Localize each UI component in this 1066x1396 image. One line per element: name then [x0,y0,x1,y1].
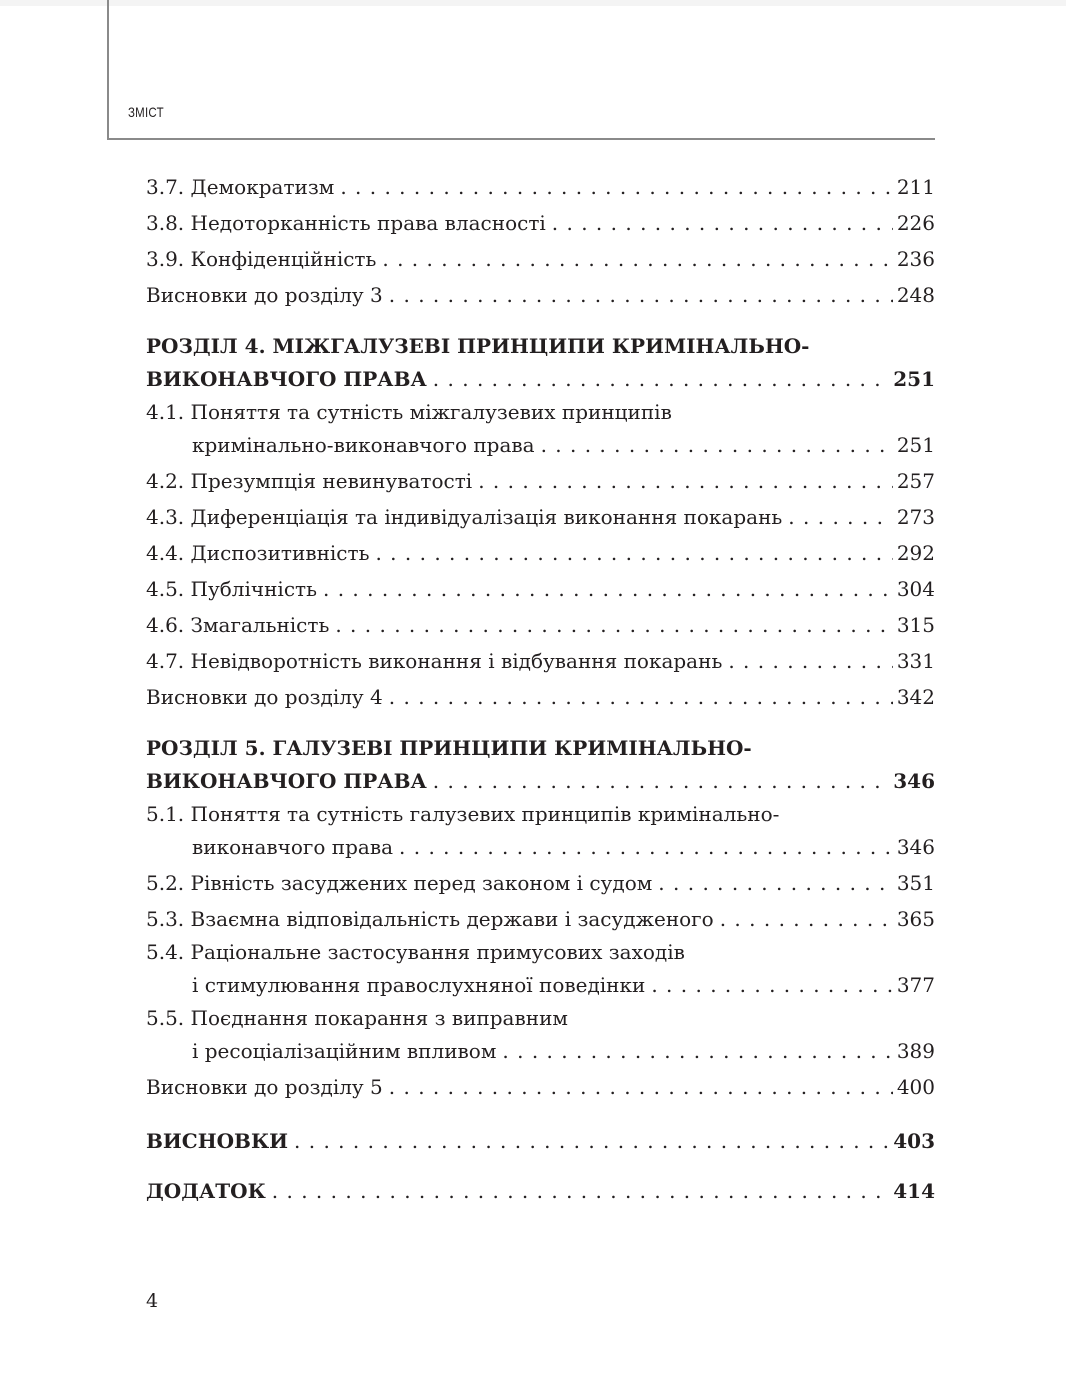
toc-entry-page: 257 [896,469,935,493]
toc-entry-page: 365 [896,907,935,931]
chapter-title: ВИКОНАВЧОГО ПРАВА [146,367,427,391]
toc-entry-page: 403 [893,1129,935,1153]
header-vertical-rule [107,0,109,140]
dot-leader [335,607,892,643]
dot-leader [658,865,893,901]
toc-entry-label: 3.9. Конфіденційність [146,247,377,271]
toc-entry-page: 292 [896,541,935,565]
chapter-4-title-line1[interactable]: РОЗДІЛ 4. МІЖГАЛУЗЕВІ ПРИНЦИПИ КРИМІНАЛЬНО- [146,334,810,358]
toc-entry-4-1-line1[interactable]: 4.1. Поняття та сутність міжгалузевих принципів [146,400,672,424]
dot-leader [294,1123,889,1159]
toc-entry-3-7[interactable] [146,169,935,205]
dot-leader [541,427,893,463]
dot-leader [478,463,893,499]
dot-leader [389,277,893,313]
toc-entry-label: 4.5. Публічність [146,577,317,601]
toc-entry-label: ВИСНОВКИ [146,1129,289,1153]
dot-leader [323,571,893,607]
toc-entry-page: 342 [896,685,935,709]
dot-leader [389,679,893,715]
toc-entry-label: 4.2. Презумпція невинуватості [146,469,473,493]
toc-entry-5-1[interactable] [146,829,935,865]
toc-entry-4-3[interactable] [146,499,935,535]
chapter-5-title-line1[interactable]: РОЗДІЛ 5. ГАЛУЗЕВІ ПРИНЦИПИ КРИМІНАЛЬНО- [146,736,752,760]
toc-entry-label: 4.4. Диспозитивність [146,541,370,565]
toc-entry-label: 4.6. Змагальність [146,613,330,637]
toc-entry-5-1-line1[interactable]: 5.1. Поняття та сутність галузевих принципів кримінально- [146,802,780,826]
toc-entry-4-2[interactable] [146,463,935,499]
toc-entry-4-4[interactable] [146,535,935,571]
toc-entry-label: 3.7. Демократизм [146,175,335,199]
dot-leader [389,1069,893,1105]
toc-entry-conclusions-4[interactable] [146,679,935,715]
toc-entry-page: 414 [893,1179,935,1203]
toc-entry-page: 248 [896,283,935,307]
toc-entry-5-5[interactable] [146,1033,935,1069]
chapter-page: 251 [893,367,935,391]
toc-entry-page: 389 [896,1039,935,1063]
toc-entry-label: Висновки до розділу 3 [146,283,383,307]
dot-leader [502,1033,892,1069]
toc-entry-label: і ресоціалізаційним впливом [192,1039,497,1063]
toc-entry-5-3[interactable] [146,901,935,937]
toc-entry-page: 211 [896,175,935,199]
page-top-edge [0,0,1066,6]
toc-entry-3-9[interactable] [146,241,935,277]
toc-entry-page: 346 [896,835,935,859]
toc-entry-label: 5.2. Рівність засуджених перед законом і судом [146,871,653,895]
chapter-4-heading[interactable] [146,361,935,397]
toc-entry-4-1[interactable] [146,427,935,463]
toc-entry-conclusions-3[interactable] [146,277,935,313]
toc-entry-5-2[interactable] [146,865,935,901]
toc-entry-label: виконавчого права [192,835,394,859]
dot-leader [272,1173,889,1209]
dot-leader [399,829,893,865]
chapter-5-heading[interactable] [146,763,935,799]
toc-entry-label: 4.3. Диференціація та індивідуалізація виконання покарань [146,505,783,529]
toc-entry-5-4-line1[interactable]: 5.4. Раціональне застосування примусових заходів [146,940,685,964]
dot-leader [552,205,893,241]
toc-entry-3-8[interactable] [146,205,935,241]
toc-entry-label: кримінально-виконавчого права [192,433,535,457]
dot-leader [720,901,893,937]
dot-leader [433,361,889,397]
toc-entry-page: 273 [896,505,935,529]
header-horizontal-rule [107,138,935,140]
toc-entry-label: 3.8. Недоторканність права власності [146,211,546,235]
toc-entry-page: 351 [896,871,935,895]
toc-entry-appendix[interactable] [146,1173,935,1209]
running-head: ЗМІСТ [128,104,164,120]
toc-entry-label: Висновки до розділу 5 [146,1075,383,1099]
toc-entry-page: 251 [896,433,935,457]
toc-entry-label: 5.3. Взаємна відповідальність держави і засудженого [146,907,714,931]
toc-entry-page: 377 [896,973,935,997]
dot-leader [651,967,892,1003]
toc-entry-4-5[interactable] [146,571,935,607]
dot-leader [433,763,889,799]
toc-entry-4-7[interactable] [146,643,935,679]
toc-entry-label: 4.7. Невідворотність виконання і відбування покарань [146,649,723,673]
toc-entry-page: 236 [896,247,935,271]
chapter-title: ВИКОНАВЧОГО ПРАВА [146,769,427,793]
page-number: 4 [146,1290,159,1312]
toc-entry-5-4[interactable] [146,967,935,1003]
dot-leader [375,535,892,571]
toc-entry-page: 400 [896,1075,935,1099]
toc-entry-5-5-line1[interactable]: 5.5. Поєднання покарання з виправним [146,1006,568,1030]
toc-entry-page: 315 [896,613,935,637]
toc-entry-label: ДОДАТОК [146,1179,266,1203]
toc-entry-page: 304 [896,577,935,601]
dot-leader [340,169,893,205]
toc-entry-label: і стимулювання правослухняної поведінки [192,973,646,997]
toc-entry-4-6[interactable] [146,607,935,643]
toc-entry-label: Висновки до розділу 4 [146,685,383,709]
toc-entry-conclusions-5[interactable] [146,1069,935,1105]
chapter-page: 346 [893,769,935,793]
toc-entry-conclusions[interactable] [146,1123,935,1159]
dot-leader [382,241,892,277]
toc-entry-page: 331 [896,649,935,673]
dot-leader [728,643,892,679]
dot-leader [788,499,893,535]
table-of-contents [146,169,935,1209]
toc-entry-page: 226 [896,211,935,235]
